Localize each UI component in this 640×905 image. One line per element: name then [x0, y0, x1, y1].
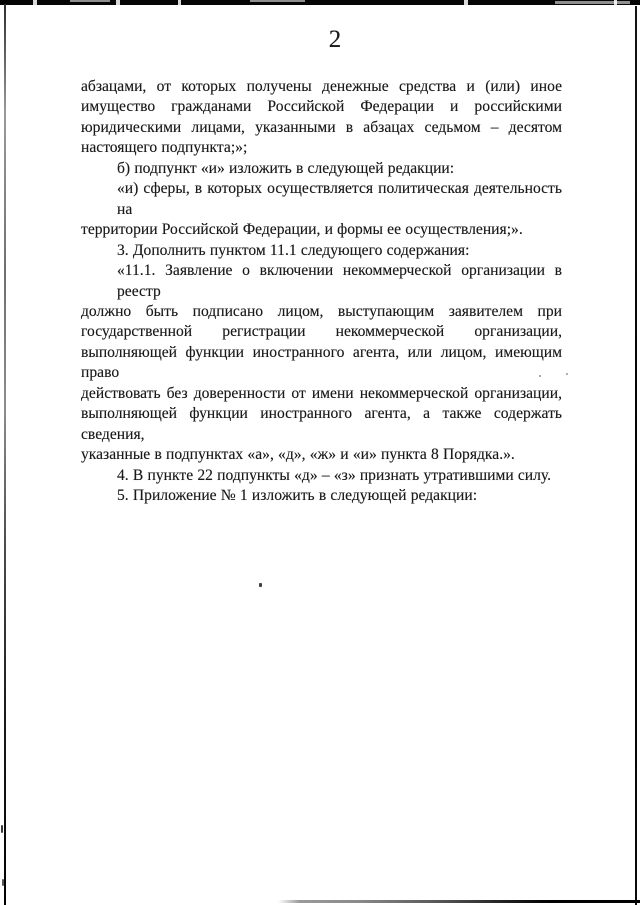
- scan-speck: [1, 825, 3, 833]
- scan-edge-right: [635, 6, 637, 905]
- text-line: выполняющей функции иностранного агента, а также содержать сведения,: [81, 405, 562, 443]
- text-line: территории Российской Федерации, и формы ее осуществления;».: [81, 221, 523, 239]
- text-line: государственной регистрации некоммерческой организации,: [81, 323, 562, 341]
- scan-edge-bottom: [278, 900, 640, 903]
- text-line: 3. Дополнить пунктом 11.1 следующего содержания:: [117, 241, 470, 259]
- scan-edge-top: [0, 0, 640, 5]
- text-line: должно быть подписано лицом, выступающим заявителем при: [81, 302, 562, 320]
- text-line: указанные в подпунктах «а», «д», «ж» и «и» пункта 8 Порядка.».: [81, 446, 515, 464]
- text-line: «и) сферы, в которых осуществляется политическая деятельность на: [117, 180, 562, 218]
- text-line: имущество гражданами Российской Федерации и российскими: [81, 98, 562, 116]
- text-line: абзацами, от которых получены денежные средства и (или) иное: [81, 78, 562, 95]
- text-line: настоящего подпункта;»;: [81, 139, 248, 157]
- text-line: действовать без доверенности от имени некоммерческой организации,: [81, 384, 562, 402]
- body-text: [81, 77, 562, 507]
- scan-speck: [259, 583, 262, 587]
- scan-speck: [566, 373, 568, 375]
- text-line: б) подпункт «и» изложить в следующей редакции:: [117, 159, 455, 177]
- page-number: 2: [328, 26, 342, 53]
- text-line: юридическими лицами, указанными в абзацах седьмом – десятом: [81, 118, 562, 136]
- text-line: выполняющей функции иностранного агента, или лицом, имеющим право: [81, 343, 562, 382]
- scan-edge-left: [4, 4, 6, 905]
- scan-speck: [2, 879, 4, 886]
- text-line: «11.1. Заявление о включении некоммерческой организации в реестр: [117, 262, 562, 300]
- text-line: 4. В пункте 22 подпункты «д» – «з» признать утратившими силу.: [117, 466, 552, 484]
- text-line: 5. Приложение № 1 изложить в следующей редакции:: [117, 487, 478, 505]
